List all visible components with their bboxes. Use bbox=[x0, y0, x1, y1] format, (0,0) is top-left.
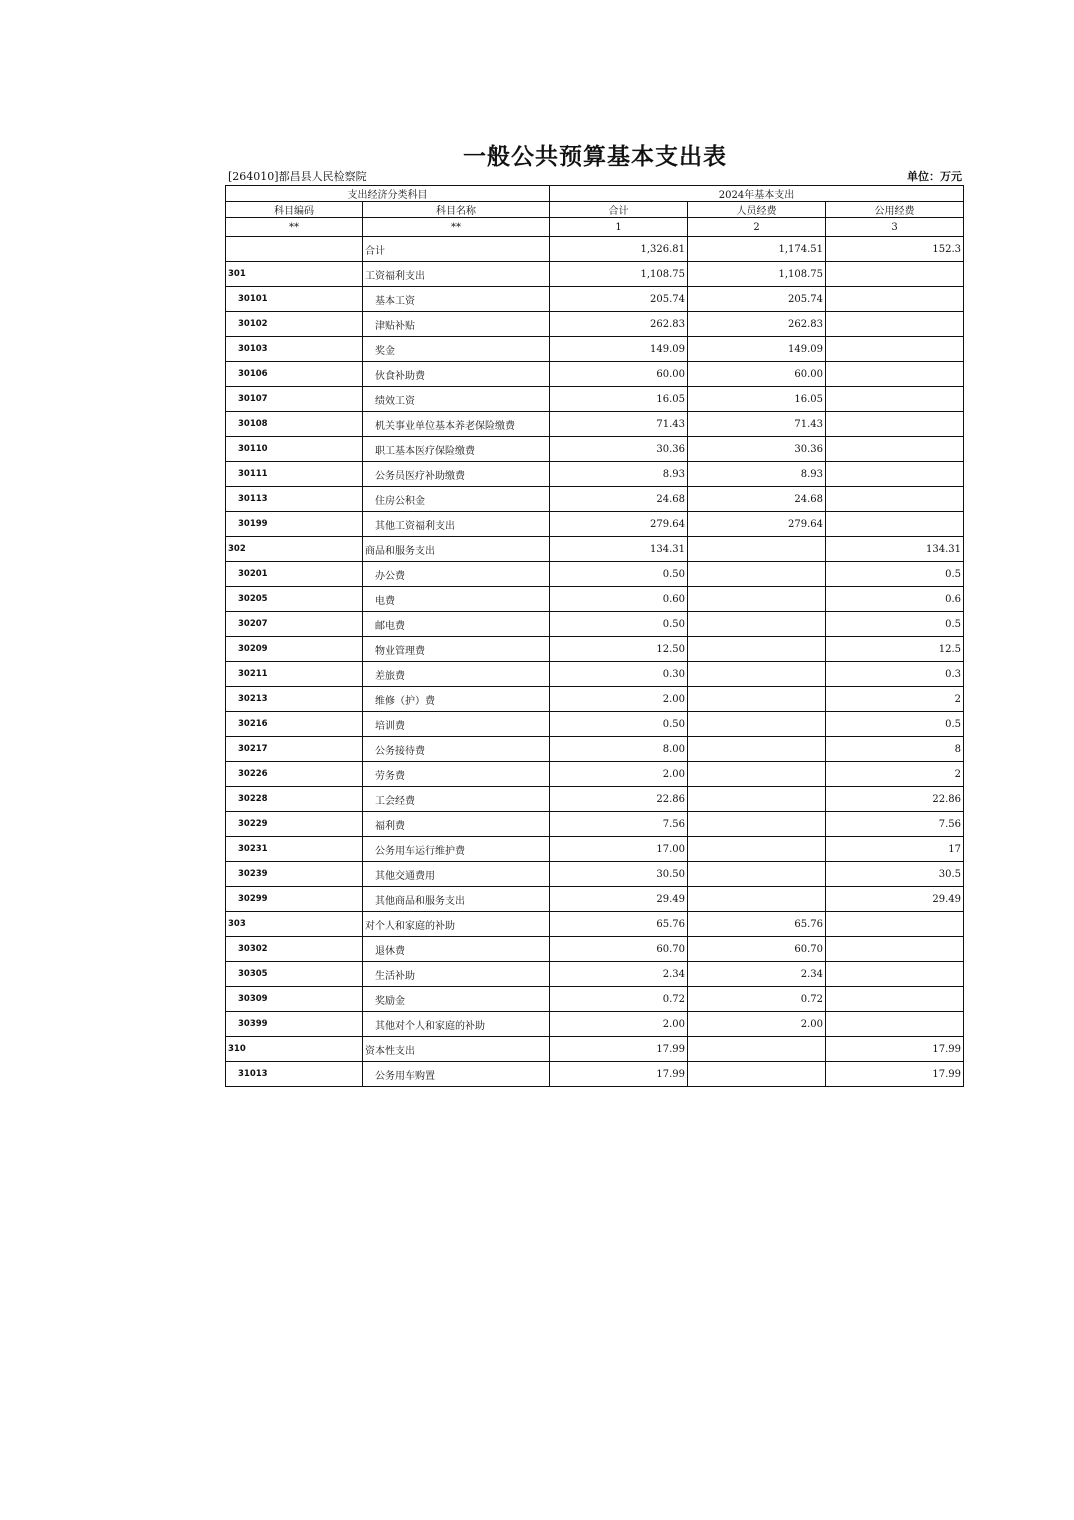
table-row bbox=[226, 237, 964, 262]
table-row bbox=[226, 412, 964, 437]
cell-total: 65.76 bbox=[550, 912, 688, 937]
unit-label: 单位：万元 bbox=[907, 170, 962, 183]
cell-personnel bbox=[688, 812, 826, 837]
cell-total: 22.86 bbox=[550, 787, 688, 812]
cell-public: 2 bbox=[826, 762, 964, 787]
mark-public: 3 bbox=[826, 218, 964, 237]
table-row bbox=[226, 787, 964, 812]
cell-total: 0.72 bbox=[550, 987, 688, 1012]
cell-personnel bbox=[688, 562, 826, 587]
cell-total: 29.49 bbox=[550, 887, 688, 912]
cell-name: 对个人和家庭的补助 bbox=[363, 912, 550, 937]
cell-total: 262.83 bbox=[550, 312, 688, 337]
cell-personnel: 65.76 bbox=[688, 912, 826, 937]
cell-public: 12.5 bbox=[826, 637, 964, 662]
cell-total: 2.34 bbox=[550, 962, 688, 987]
cell-total: 71.43 bbox=[550, 412, 688, 437]
cell-code: 30299 bbox=[226, 887, 363, 912]
cell-personnel bbox=[688, 737, 826, 762]
cell-total: 7.56 bbox=[550, 812, 688, 837]
cell-public bbox=[826, 487, 964, 512]
mark-personnel: 2 bbox=[688, 218, 826, 237]
cell-public bbox=[826, 312, 964, 337]
cell-personnel: 279.64 bbox=[688, 512, 826, 537]
cell-code: 30239 bbox=[226, 862, 363, 887]
table-row bbox=[226, 487, 964, 512]
cell-name: 工资福利支出 bbox=[363, 262, 550, 287]
table-row bbox=[226, 612, 964, 637]
table-row bbox=[226, 687, 964, 712]
cell-personnel bbox=[688, 862, 826, 887]
cell-public bbox=[826, 337, 964, 362]
cell-name: 培训费 bbox=[363, 712, 550, 737]
cell-public bbox=[826, 912, 964, 937]
cell-name: 退休费 bbox=[363, 937, 550, 962]
cell-total: 2.00 bbox=[550, 687, 688, 712]
cell-code: 30201 bbox=[226, 562, 363, 587]
cell-personnel bbox=[688, 762, 826, 787]
cell-code: 30217 bbox=[226, 737, 363, 762]
cell-personnel: 24.68 bbox=[688, 487, 826, 512]
cell-name: 生活补助 bbox=[363, 962, 550, 987]
table-row bbox=[226, 262, 964, 287]
table-row bbox=[226, 537, 964, 562]
cell-name: 公务员医疗补助缴费 bbox=[363, 462, 550, 487]
cell-code: 30205 bbox=[226, 587, 363, 612]
page-title: 一般公共预算基本支出表 bbox=[463, 143, 727, 170]
table-row bbox=[226, 587, 964, 612]
cell-code: 30211 bbox=[226, 662, 363, 687]
cell-personnel: 8.93 bbox=[688, 462, 826, 487]
cell-name: 其他商品和服务支出 bbox=[363, 887, 550, 912]
cell-name: 津贴补贴 bbox=[363, 312, 550, 337]
cell-code: 30102 bbox=[226, 312, 363, 337]
cell-code: 30216 bbox=[226, 712, 363, 737]
table-row bbox=[226, 962, 964, 987]
mark-code: ** bbox=[226, 218, 363, 237]
cell-name: 劳务费 bbox=[363, 762, 550, 787]
cell-code bbox=[226, 237, 363, 262]
cell-total: 149.09 bbox=[550, 337, 688, 362]
cell-code: 30110 bbox=[226, 437, 363, 462]
table-row bbox=[226, 912, 964, 937]
cell-code: 302 bbox=[226, 537, 363, 562]
cell-name: 办公费 bbox=[363, 562, 550, 587]
cell-total: 12.50 bbox=[550, 637, 688, 662]
cell-code: 30113 bbox=[226, 487, 363, 512]
cell-public: 0.5 bbox=[826, 612, 964, 637]
cell-public: 0.6 bbox=[826, 587, 964, 612]
cell-code: 31013 bbox=[226, 1062, 363, 1087]
cell-code: 30213 bbox=[226, 687, 363, 712]
cell-total: 0.30 bbox=[550, 662, 688, 687]
cell-public: 134.31 bbox=[826, 537, 964, 562]
cell-public: 30.5 bbox=[826, 862, 964, 887]
cell-name: 奖金 bbox=[363, 337, 550, 362]
cell-total: 2.00 bbox=[550, 1012, 688, 1037]
cell-name: 伙食补助费 bbox=[363, 362, 550, 387]
cell-public: 17.99 bbox=[826, 1037, 964, 1062]
table-row bbox=[226, 712, 964, 737]
cell-personnel: 2.34 bbox=[688, 962, 826, 987]
cell-public: 17 bbox=[826, 837, 964, 862]
cell-total: 1,326.81 bbox=[550, 237, 688, 262]
cell-code: 30101 bbox=[226, 287, 363, 312]
cell-name: 合计 bbox=[363, 237, 550, 262]
cell-name: 物业管理费 bbox=[363, 637, 550, 662]
cell-total: 17.99 bbox=[550, 1062, 688, 1087]
cell-code: 30103 bbox=[226, 337, 363, 362]
cell-name: 维修（护）费 bbox=[363, 687, 550, 712]
cell-personnel: 16.05 bbox=[688, 387, 826, 412]
cell-personnel: 262.83 bbox=[688, 312, 826, 337]
cell-code: 30399 bbox=[226, 1012, 363, 1037]
cell-name: 公务用车运行维护费 bbox=[363, 837, 550, 862]
cell-code: 303 bbox=[226, 912, 363, 937]
cell-public: 0.5 bbox=[826, 562, 964, 587]
budget-table bbox=[225, 185, 964, 1087]
cell-name: 公务接待费 bbox=[363, 737, 550, 762]
cell-total: 60.00 bbox=[550, 362, 688, 387]
table-row bbox=[226, 737, 964, 762]
cell-personnel: 60.70 bbox=[688, 937, 826, 962]
cell-total: 1,108.75 bbox=[550, 262, 688, 287]
cell-personnel bbox=[688, 537, 826, 562]
table-row bbox=[226, 1062, 964, 1087]
cell-total: 0.50 bbox=[550, 562, 688, 587]
cell-personnel bbox=[688, 837, 826, 862]
table-row bbox=[226, 1037, 964, 1062]
cell-total: 0.50 bbox=[550, 712, 688, 737]
cell-public bbox=[826, 512, 964, 537]
cell-total: 205.74 bbox=[550, 287, 688, 312]
cell-name: 职工基本医疗保险缴费 bbox=[363, 437, 550, 462]
cell-total: 17.99 bbox=[550, 1037, 688, 1062]
cell-public bbox=[826, 387, 964, 412]
cell-personnel bbox=[688, 1062, 826, 1087]
table-row bbox=[226, 837, 964, 862]
cell-total: 2.00 bbox=[550, 762, 688, 787]
cell-public bbox=[826, 962, 964, 987]
table-row bbox=[226, 862, 964, 887]
cell-code: 30309 bbox=[226, 987, 363, 1012]
cell-personnel bbox=[688, 637, 826, 662]
cell-public bbox=[826, 937, 964, 962]
cell-personnel: 71.43 bbox=[688, 412, 826, 437]
cell-personnel bbox=[688, 887, 826, 912]
table-row bbox=[226, 287, 964, 312]
table-row bbox=[226, 662, 964, 687]
cell-public bbox=[826, 412, 964, 437]
cell-name: 奖励金 bbox=[363, 987, 550, 1012]
table-row bbox=[226, 387, 964, 412]
cell-personnel bbox=[688, 587, 826, 612]
cell-code: 30107 bbox=[226, 387, 363, 412]
cell-name: 其他对个人和家庭的补助 bbox=[363, 1012, 550, 1037]
cell-name: 工会经费 bbox=[363, 787, 550, 812]
cell-public: 29.49 bbox=[826, 887, 964, 912]
cell-name: 福利费 bbox=[363, 812, 550, 837]
cell-code: 301 bbox=[226, 262, 363, 287]
cell-code: 30305 bbox=[226, 962, 363, 987]
cell-total: 0.50 bbox=[550, 612, 688, 637]
header-total: 合计 bbox=[550, 202, 688, 218]
cell-total: 24.68 bbox=[550, 487, 688, 512]
cell-total: 30.50 bbox=[550, 862, 688, 887]
cell-name: 其他交通费用 bbox=[363, 862, 550, 887]
cell-public: 17.99 bbox=[826, 1062, 964, 1087]
mark-total: 1 bbox=[550, 218, 688, 237]
cell-public bbox=[826, 1012, 964, 1037]
cell-total: 17.00 bbox=[550, 837, 688, 862]
unit-org: [264010]都昌县人民检察院 bbox=[228, 170, 367, 183]
cell-name: 绩效工资 bbox=[363, 387, 550, 412]
cell-personnel bbox=[688, 712, 826, 737]
cell-code: 30207 bbox=[226, 612, 363, 637]
header-name: 科目名称 bbox=[363, 202, 550, 218]
table-row bbox=[226, 362, 964, 387]
cell-code: 30209 bbox=[226, 637, 363, 662]
cell-code: 30111 bbox=[226, 462, 363, 487]
cell-code: 30226 bbox=[226, 762, 363, 787]
table-row bbox=[226, 337, 964, 362]
cell-public: 0.5 bbox=[826, 712, 964, 737]
header-mark-row bbox=[226, 218, 964, 237]
cell-code: 30302 bbox=[226, 937, 363, 962]
cell-personnel bbox=[688, 662, 826, 687]
table-row bbox=[226, 937, 964, 962]
header-public: 公用经费 bbox=[826, 202, 964, 218]
cell-name: 差旅费 bbox=[363, 662, 550, 687]
cell-name: 其他工资福利支出 bbox=[363, 512, 550, 537]
cell-total: 0.60 bbox=[550, 587, 688, 612]
table-row bbox=[226, 512, 964, 537]
cell-name: 机关事业单位基本养老保险缴费 bbox=[363, 412, 550, 437]
table-row bbox=[226, 1012, 964, 1037]
cell-total: 60.70 bbox=[550, 937, 688, 962]
cell-public: 0.3 bbox=[826, 662, 964, 687]
table-row bbox=[226, 437, 964, 462]
table-row bbox=[226, 812, 964, 837]
cell-personnel: 0.72 bbox=[688, 987, 826, 1012]
table-row bbox=[226, 762, 964, 787]
cell-personnel: 149.09 bbox=[688, 337, 826, 362]
header-group-right: 2024年基本支出 bbox=[550, 186, 964, 202]
cell-total: 16.05 bbox=[550, 387, 688, 412]
cell-personnel: 1,108.75 bbox=[688, 262, 826, 287]
cell-total: 8.00 bbox=[550, 737, 688, 762]
cell-public: 152.3 bbox=[826, 237, 964, 262]
cell-public: 8 bbox=[826, 737, 964, 762]
table-row bbox=[226, 637, 964, 662]
cell-personnel bbox=[688, 687, 826, 712]
cell-public: 22.86 bbox=[826, 787, 964, 812]
cell-name: 公务用车购置 bbox=[363, 1062, 550, 1087]
cell-personnel: 30.36 bbox=[688, 437, 826, 462]
cell-total: 279.64 bbox=[550, 512, 688, 537]
cell-personnel bbox=[688, 1037, 826, 1062]
cell-code: 30231 bbox=[226, 837, 363, 862]
cell-total: 30.36 bbox=[550, 437, 688, 462]
table-row bbox=[226, 987, 964, 1012]
header-group-left: 支出经济分类科目 bbox=[226, 186, 550, 202]
cell-public bbox=[826, 437, 964, 462]
cell-personnel bbox=[688, 787, 826, 812]
cell-name: 电费 bbox=[363, 587, 550, 612]
cell-public: 2 bbox=[826, 687, 964, 712]
cell-name: 基本工资 bbox=[363, 287, 550, 312]
cell-code: 30229 bbox=[226, 812, 363, 837]
header-code: 科目编码 bbox=[226, 202, 363, 218]
table-body bbox=[226, 237, 964, 1087]
cell-code: 30199 bbox=[226, 512, 363, 537]
cell-public bbox=[826, 462, 964, 487]
cell-total: 134.31 bbox=[550, 537, 688, 562]
cell-code: 30108 bbox=[226, 412, 363, 437]
table-row bbox=[226, 887, 964, 912]
table-row bbox=[226, 462, 964, 487]
cell-personnel: 60.00 bbox=[688, 362, 826, 387]
table-row bbox=[226, 312, 964, 337]
header-column-row bbox=[226, 202, 964, 218]
cell-personnel bbox=[688, 612, 826, 637]
cell-name: 商品和服务支出 bbox=[363, 537, 550, 562]
cell-public: 7.56 bbox=[826, 812, 964, 837]
mark-name: ** bbox=[363, 218, 550, 237]
cell-personnel: 205.74 bbox=[688, 287, 826, 312]
header-personnel: 人员经费 bbox=[688, 202, 826, 218]
cell-code: 310 bbox=[226, 1037, 363, 1062]
table-row bbox=[226, 562, 964, 587]
cell-total: 8.93 bbox=[550, 462, 688, 487]
cell-personnel: 2.00 bbox=[688, 1012, 826, 1037]
cell-public bbox=[826, 262, 964, 287]
header-group-row bbox=[226, 186, 964, 202]
cell-name: 邮电费 bbox=[363, 612, 550, 637]
cell-name: 资本性支出 bbox=[363, 1037, 550, 1062]
cell-name: 住房公积金 bbox=[363, 487, 550, 512]
cell-public bbox=[826, 987, 964, 1012]
cell-personnel: 1,174.51 bbox=[688, 237, 826, 262]
cell-code: 30106 bbox=[226, 362, 363, 387]
cell-public bbox=[826, 287, 964, 312]
cell-public bbox=[826, 362, 964, 387]
cell-code: 30228 bbox=[226, 787, 363, 812]
